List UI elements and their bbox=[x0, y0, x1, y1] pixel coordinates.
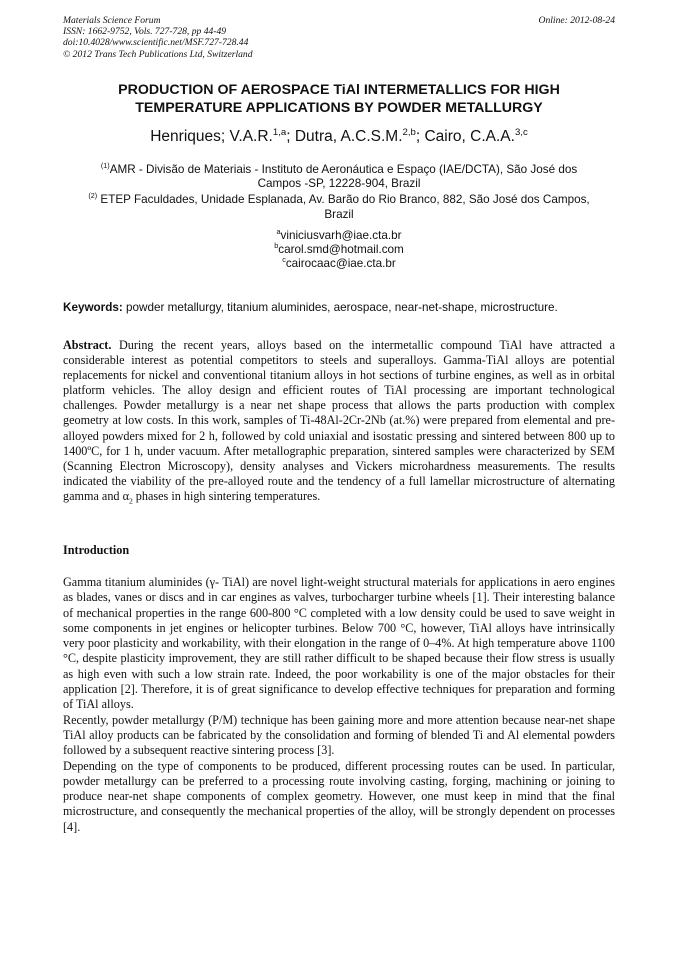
email-b-row bbox=[63, 240, 615, 257]
affiliation-1-line-1: AMR - Divisão de Materiais - Instituto de Aeronáutica e Espaço (IAE/DCTA), São José dos bbox=[109, 163, 578, 176]
affiliation-1 bbox=[63, 163, 615, 191]
affiliation-1-mark: (1) bbox=[100, 161, 110, 171]
affiliations bbox=[63, 163, 615, 224]
author-1-mark: 1,a bbox=[272, 126, 287, 138]
affiliation-2 bbox=[63, 193, 615, 221]
journal-doi: doi:10.4028/www.scientific.net/MSF.727-728.44 bbox=[63, 37, 249, 49]
keywords-text: powder metallurgy, titanium aluminides, aerospace, near-net-shape, microstructure. bbox=[122, 301, 558, 314]
abstract-text: During the recent years, alloys based on the intermetallic compound TiAl have attracted a considerable interest as potential competitors to steels and superalloys. Gamma-TiAl alloys are potential replacements for nickel and conventional titanium alloys in hot sections of turbine engines, as well as in orbital platform vehicles. The alloy design and efficient routes of TiAl processing are important technological challenges. Powder metallurgy is a near net shape process that allows the parts production with complex geometry at low costs. In this work, samples of Ti-48Al-2Cr-2Nb (at.%) were prepared from elemental and pre-alloyed powders mixed for 2 h, followed by cold uniaxial and isostatic pressing and sintered between 800 up to 1400ºC, for 1 h, under vacuum. After metallographic preparation, sintered samples were characterized by SEM (Scanning Electron Microscopy), density analyses and Vickers microhardness measurements. The results indicated the viability of the pre-alloyed route and the tendency of a full lamellar microstructure of alternating gamma and bbox=[63, 338, 615, 503]
email-b: carol.smd@hotmail.com bbox=[278, 242, 404, 256]
email-c-mark: c bbox=[282, 254, 286, 264]
affiliation-2-line-2: Brazil bbox=[324, 207, 354, 221]
author-2-mark: 2,b bbox=[402, 126, 416, 138]
alpha-symbol: α bbox=[122, 488, 129, 503]
journal-copyright: © 2012 Trans Tech Publications Ltd, Switzerland bbox=[63, 48, 253, 60]
alpha-subscript: 2 bbox=[128, 496, 133, 506]
author-2: Dutra, A.C.S.M. bbox=[294, 128, 403, 145]
introduction-paragraph-2: Recently, powder metallurgy (P/M) technique has been gaining more and more attention because near-net shape TiAl alloy products can be fabricated by the consolidation and forming of blended Ti and Al elemental powders followed by a subsequent reactive sintering process [3]. bbox=[63, 712, 615, 758]
title-line-2: TEMPERATURE APPLICATIONS BY POWDER METALLURGY bbox=[135, 100, 543, 116]
introduction-paragraph-1: Gamma titanium aluminides (γ- TiAl) are novel light-weight structural materials for applications in aero engines as blades, vanes or discs and in car engines as valves, turbocharger turbine wheels [1]. Their interesting balance of mechanical properties in the range 600-800 °C completed with a low density could be used to save weight in some components in jet engines or helicopter turbines. Below 700 °C, however, TiAl alloys have intrinsically very poor plasticity and workability, with their elongation in the range of 0–4%. At high temperature above 1100 °C, despite plasticity improvement, they are still rather difficult to be shaped because their flow stress is usually as high even with such a low strain rate. Indeed, the poor workability is one of the major obstacles for their application [2]. Therefore, it is of great significance to develop effective techniques for preparation and forming of TiAl alloys. bbox=[63, 575, 615, 712]
email-b-mark: b bbox=[274, 240, 279, 250]
author-separator: ; bbox=[415, 128, 425, 145]
email-list bbox=[63, 229, 615, 270]
affiliation-1-line-2: Campos -SP, 12228-904, Brazil bbox=[257, 177, 421, 191]
title-line-1: PRODUCTION OF AEROSPACE TiAl INTERMETALLICS FOR HIGH bbox=[118, 82, 560, 98]
journal-name: Materials Science Forum bbox=[63, 15, 161, 26]
author-separator: ; bbox=[286, 128, 295, 145]
keywords bbox=[63, 301, 615, 315]
paper-title bbox=[63, 81, 615, 117]
email-a: viniciusvarh@iae.cta.br bbox=[280, 229, 402, 242]
email-a-row bbox=[63, 229, 615, 243]
abstract bbox=[63, 338, 615, 504]
introduction-heading: Introduction bbox=[63, 543, 130, 557]
online-date: Online: 2012-08-24 bbox=[538, 15, 615, 26]
abstract-tail: phases in high sintering temperatures. bbox=[132, 488, 321, 503]
author-3-mark: 3,c bbox=[514, 126, 528, 138]
email-c-row bbox=[63, 254, 615, 271]
author-1: Henriques; V.A.R. bbox=[150, 128, 273, 145]
affiliation-2-line-1: ETEP Faculdades, Unidade Esplanada, Av. Barão do Rio Branco, 882, São José dos Campos, bbox=[97, 193, 590, 207]
email-c: cairocaac@iae.cta.br bbox=[285, 256, 396, 270]
introduction-body bbox=[63, 575, 615, 835]
author-3: Cairo, C.A.A. bbox=[424, 128, 515, 145]
journal-header bbox=[63, 15, 615, 60]
email-a-mark: a bbox=[276, 227, 281, 237]
introduction-paragraph-3: Depending on the type of components to be produced, different processing routes can be used. In particular, powder metallurgy can be preferred to a processing route involving casting, forging, machining or joining to produce near-net shape components of complex geometry. However, one must keep in mind that the final microstructure, and consequently the mechanical properties of the alloy, will be strongly dependent on processes [4]. bbox=[63, 758, 615, 834]
author-list bbox=[63, 127, 615, 147]
keywords-label: Keywords: bbox=[63, 301, 123, 314]
abstract-label: Abstract. bbox=[63, 338, 112, 352]
affiliation-2-mark: (2) bbox=[88, 191, 98, 201]
journal-issn: ISSN: 1662-9752, Vols. 727-728, pp 44-49 bbox=[63, 26, 227, 38]
